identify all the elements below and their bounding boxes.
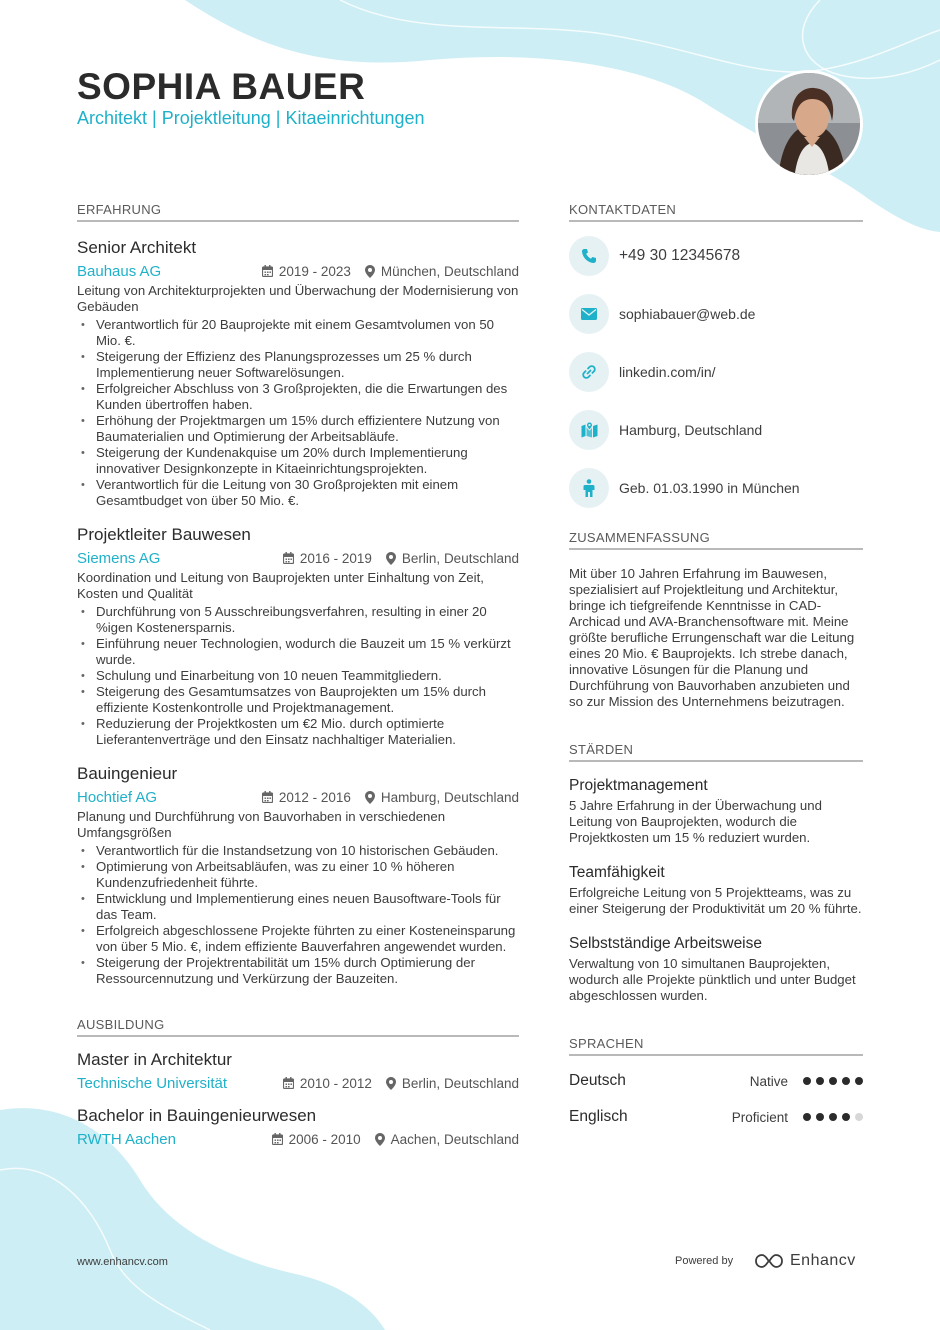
rating-dot-filled xyxy=(816,1113,824,1121)
experience-heading: ERFAHRUNG xyxy=(77,202,519,222)
education-school: RWTH Aachen xyxy=(77,1130,176,1148)
map-icon xyxy=(569,410,609,450)
contact-linkedin xyxy=(569,352,863,392)
calendar-icon xyxy=(262,791,273,803)
job-entry xyxy=(77,237,519,509)
calendar-icon xyxy=(262,265,273,277)
rating-dot-filled xyxy=(842,1113,850,1121)
job-period xyxy=(262,264,351,279)
job-title: Senior Architekt xyxy=(77,238,197,257)
education-location-text: Aachen, Deutschland xyxy=(390,1131,519,1147)
calendar-icon xyxy=(283,1077,294,1089)
contact-email-text[interactable]: sophiabauer@web.de xyxy=(619,306,756,322)
job-location-text: Hamburg, Deutschland xyxy=(380,789,519,805)
education-degree: Bachelor in Bauingenieurwesen xyxy=(77,1106,317,1125)
job-entry xyxy=(77,524,519,748)
job-bullet: • Entwicklung und Implementierung eines neuen Bausoftware-Tools für das Team. xyxy=(77,891,519,923)
profile-photo xyxy=(755,70,863,178)
job-location xyxy=(386,551,519,566)
education-school: Technische Universität xyxy=(77,1074,228,1092)
left-column xyxy=(77,202,519,1149)
job-bullet: • Durchführung von 5 Ausschreibungsverfahren, resulting in einer 20 %igen Kostenersparnis. xyxy=(77,604,519,636)
rating-dot-filled xyxy=(803,1077,811,1085)
job-bullet: • Erhöhung der Projektmargen um 15% durch effizientere Nutzung von Baumaterialien und Optimierung der Arbeitsabläufe. xyxy=(77,413,519,445)
summary-text: Mit über 10 Jahren Erfahrung im Bauwesen, spezialisiert auf Projektleitung und Architektur, bringe ich tiefgreifende Kenntnisse in CAD-Archicad und AVA-Branchensoftware mit. Meine größte berufliche Errungenschaft war die Leitung eines 20 Mio. € Bauprojekts. Ich strebe danach, innovative Lösungen für die Planung und Durchführung von Bauvorhaben anzubieten und so zur Mission des Unternehmens beizutragen. xyxy=(569,566,855,709)
job-period-text: 2019 - 2023 xyxy=(278,263,351,279)
location-pin-icon xyxy=(365,791,375,804)
job-period xyxy=(262,790,351,805)
job-company: Bauhaus AG xyxy=(77,262,162,280)
rating-dot-filled xyxy=(855,1077,863,1085)
rating-dot-empty xyxy=(855,1113,863,1121)
languages-heading: SPRACHEN xyxy=(569,1036,863,1056)
job-bullet: • Erfolgreicher Abschluss von 3 Großprojekten, die die Erwartungen des Kunden übertroffen haben. xyxy=(77,381,519,413)
job-period xyxy=(283,551,372,566)
job-bullet: • Reduzierung der Projektkosten um €2 Mio. durch optimierte Lieferantenverträge und den Einsatz nachhaltiger Materialien. xyxy=(77,716,519,748)
contact-linkedin-text[interactable]: linkedin.com/in/ xyxy=(619,364,716,380)
location-pin-icon xyxy=(386,552,396,565)
job-title: Bauingenieur xyxy=(77,764,178,783)
job-period-text: 2016 - 2019 xyxy=(299,550,372,566)
education-location-text: Berlin, Deutschland xyxy=(401,1075,519,1091)
contact-location-text: Hamburg, Deutschland xyxy=(619,422,763,438)
contact-birth xyxy=(569,468,863,508)
contact-location xyxy=(569,410,863,450)
job-period-text: 2012 - 2016 xyxy=(278,789,351,805)
footer-url[interactable]: www.enhancv.com xyxy=(77,1256,168,1268)
job-description: Leitung von Architekturprojekten und Überwachung der Modernisierung von Gebäuden xyxy=(77,283,519,314)
job-location-text: Berlin, Deutschland xyxy=(401,550,519,566)
language-item xyxy=(569,1070,863,1092)
education-location xyxy=(375,1132,519,1147)
job-bullet: • Erfolgreich abgeschlossene Projekte führten zu einer Kosteneinsparung von über 5 Mio. €, indem effiziente Bauverfahren angewendet wurden. xyxy=(77,923,519,955)
education-degree: Master in Architektur xyxy=(77,1050,232,1069)
enhancv-logo[interactable] xyxy=(754,1252,856,1270)
rating-dot-filled xyxy=(829,1077,837,1085)
job-title: Projektleiter Bauwesen xyxy=(77,525,251,544)
language-name: Englisch xyxy=(569,1108,628,1125)
education-entry xyxy=(77,1049,519,1093)
summary-heading: ZUSAMMENFASSUNG xyxy=(569,530,863,550)
job-bullet: • Steigerung des Gesamtumsatzes von Bauprojekten um 15% durch effiziente Kostenkontrolle und Projektmanagement. xyxy=(77,684,519,716)
education-period xyxy=(283,1076,372,1091)
job-bullet: • Verantwortlich für die Instandsetzung von 10 historischen Gebäuden. xyxy=(77,843,519,859)
job-entry xyxy=(77,763,519,987)
right-column xyxy=(569,202,863,1128)
strength-description: Verwaltung von 10 simultanen Bauprojekten, wodurch alle Projekte pünktlich und unter Budget abgeschlossen wurden. xyxy=(569,956,856,1003)
contact-list xyxy=(569,236,863,508)
candidate-subtitle: Architekt | Projektleitung | Kitaeinrichtungen xyxy=(77,108,425,128)
job-bullets xyxy=(77,317,519,509)
location-pin-icon xyxy=(365,265,375,278)
education-period-text: 2006 - 2010 xyxy=(288,1131,361,1147)
job-bullet: • Steigerung der Kundenakquise um 20% durch Implementierung innovativer Designkonzepte in Kitaeinrichtungsprojekten. xyxy=(77,445,519,477)
calendar-icon xyxy=(272,1133,283,1145)
strength-item xyxy=(569,776,863,846)
job-bullets xyxy=(77,604,519,748)
job-bullet: • Verantwortlich für 20 Bauprojekte mit einem Gesamtvolumen von 50 Mio. €. xyxy=(77,317,519,349)
job-bullet: • Verantwortlich für die Leitung von 30 Großprojekten mit einem Gesamtbudget von über 50 Mio. €. xyxy=(77,477,519,509)
education-period-text: 2010 - 2012 xyxy=(299,1075,372,1091)
location-pin-icon xyxy=(375,1133,385,1146)
job-bullet: • Steigerung der Effizienz des Planungsprozesses um 25 % durch Implementierung neuer Softwarelösungen. xyxy=(77,349,519,381)
strengths-heading: STÄRDEN xyxy=(569,742,863,762)
strength-item xyxy=(569,863,863,917)
job-company: Siemens AG xyxy=(77,549,161,567)
job-company: Hochtief AG xyxy=(77,788,158,806)
person-icon xyxy=(569,468,609,508)
strength-description: 5 Jahre Erfahrung in der Überwachung und Leitung von Bauprojekten, wodurch die Projektkosten um 15 % reduziert wurden. xyxy=(569,798,822,845)
language-rating xyxy=(798,1113,863,1121)
contact-birth-text: Geb. 01.03.1990 in München xyxy=(619,480,800,496)
language-item xyxy=(569,1106,863,1128)
job-description: Planung und Durchführung von Bauvorhaben in verschiedenen Umfangsgrößen xyxy=(77,809,446,840)
job-description: Koordination und Leitung von Bauprojekten unter Einhaltung von Zeit, Kosten und Qualität xyxy=(77,570,484,601)
strength-item xyxy=(569,934,863,1004)
job-bullet: • Steigerung der Projektrentabilität um 15% durch Optimierung der Ressourcennutzung und Verkürzung der Bauzeiten. xyxy=(77,955,519,987)
language-name: Deutsch xyxy=(569,1072,626,1089)
education-location xyxy=(386,1076,519,1091)
location-pin-icon xyxy=(386,1077,396,1090)
job-bullet: • Optimierung von Arbeitsabläufen, was zu einer 10 % höheren Kundenzufriedenheit führte. xyxy=(77,859,519,891)
link-icon xyxy=(569,352,609,392)
job-location xyxy=(365,790,519,805)
contact-heading: KONTAKTDATEN xyxy=(569,202,863,222)
job-bullet: • Einführung neuer Technologien, wodurch die Bauzeit um 15 % verkürzt wurde. xyxy=(77,636,519,668)
rating-dot-filled xyxy=(829,1113,837,1121)
strength-title: Teamfähigkeit xyxy=(569,864,665,881)
footer-powered-by: Powered by xyxy=(675,1255,734,1267)
phone-icon xyxy=(569,236,609,276)
calendar-icon xyxy=(283,552,294,564)
language-level: Proficient xyxy=(731,1109,788,1125)
education-entry xyxy=(77,1105,519,1149)
envelope-icon xyxy=(569,294,609,334)
strength-title: Selbstständige Arbeitsweise xyxy=(569,935,763,952)
language-level: Native xyxy=(749,1073,788,1089)
candidate-name: SOPHIA BAUER xyxy=(77,66,366,107)
contact-phone xyxy=(569,236,863,276)
contact-email xyxy=(569,294,863,334)
rating-dot-filled xyxy=(816,1077,824,1085)
enhancv-logo-text: Enhancv xyxy=(790,1252,856,1269)
job-bullets xyxy=(77,843,519,987)
strength-title: Projektmanagement xyxy=(569,777,708,794)
rating-dot-filled xyxy=(842,1077,850,1085)
enhancv-logo-icon xyxy=(754,1253,784,1269)
rating-dot-filled xyxy=(803,1113,811,1121)
job-location xyxy=(365,264,519,279)
job-location-text: München, Deutschland xyxy=(380,263,519,279)
strength-description: Erfolgreiche Leitung von 5 Projektteams, was zu einer Steigerung der Produktivität um 20 % führte. xyxy=(569,885,862,916)
job-bullet: • Schulung und Einarbeitung von 10 neuen Teammitgliedern. xyxy=(77,668,519,684)
education-period xyxy=(272,1132,361,1147)
language-rating xyxy=(798,1077,863,1085)
education-heading: AUSBILDUNG xyxy=(77,1017,519,1037)
contact-phone-text[interactable]: +49 30 12345678 xyxy=(619,247,741,264)
